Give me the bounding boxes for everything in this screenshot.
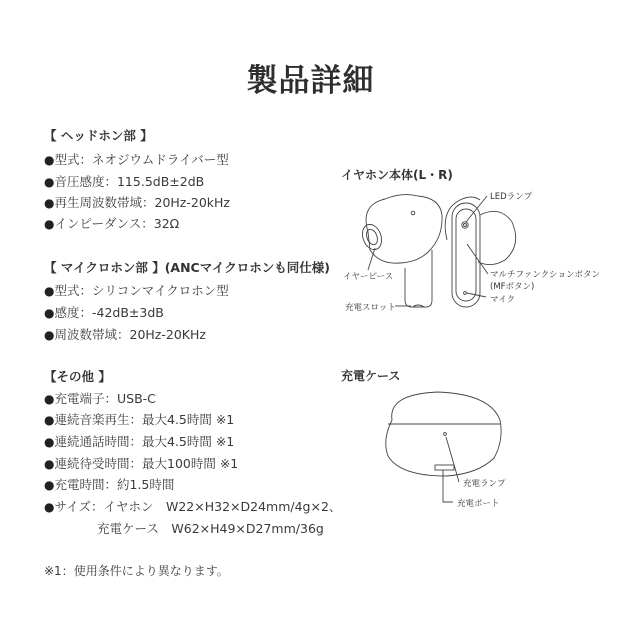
spec-item: ●充電時間：約1.5時間 [44, 477, 175, 492]
bullet-icon: ● [44, 478, 55, 492]
charging-case-icon [386, 392, 501, 476]
label-charge-lamp: 充電ランプ [463, 479, 506, 489]
other-heading: 【その他 】 [44, 369, 111, 384]
spec-item-continued: 充電ケース W62×H49×D27mm/36g [97, 521, 324, 536]
spec-item: ●周波数帯域：20Hz-20KHz [44, 327, 206, 342]
microphone-heading: 【 マイクロホン部 】(ANCマイクロホンも同仕様) [44, 260, 330, 275]
footnote: ※1：使用条件により異なります。 [44, 564, 229, 578]
headphone-heading: 【 ヘッドホン部 】 [44, 128, 153, 143]
bullet-icon: ● [44, 196, 55, 210]
spec-item: ●型式：シリコンマイクロホン型 [44, 283, 229, 298]
label-mf-button-short: (MFボタン) [490, 282, 535, 292]
bullet-icon: ● [44, 175, 55, 189]
page-title: 製品詳細 [246, 63, 375, 99]
bullet-icon: ● [44, 500, 55, 514]
spec-item: ●型式：ネオジウムドライバー型 [44, 152, 229, 167]
earbuds-diagram-heading: イヤホン本体(L・R) [341, 168, 453, 182]
spec-item: ●充電端子：USB-C [44, 391, 156, 406]
case-diagram-heading: 充電ケース [341, 369, 401, 383]
label-eartip: イヤーピース [343, 272, 394, 282]
spec-item: ●再生周波数帯域：20Hz-20kHz [44, 195, 230, 210]
bullet-icon: ● [44, 392, 55, 406]
bullet-icon: ● [44, 153, 55, 167]
left-earbud-icon [359, 195, 442, 307]
label-charge-slot: 充電スロット [345, 303, 396, 313]
label-led-lamp: LEDランプ [490, 192, 533, 202]
spec-item: ●音圧感度：115.5dB±2dB [44, 174, 205, 189]
bullet-icon: ● [44, 217, 55, 231]
label-mic: マイク [490, 295, 516, 305]
label-charge-port: 充電ポート [457, 499, 500, 509]
label-mf-button: マルチファンクションボタン [490, 270, 600, 280]
bullet-icon: ● [44, 435, 55, 449]
spec-item: ●サイズ：イヤホン W22×H32×D24mm/4g×2、 [44, 499, 342, 514]
bullet-icon: ● [44, 328, 55, 342]
bullet-icon: ● [44, 457, 55, 471]
spec-item: ●感度：-42dB±3dB [44, 305, 164, 320]
spec-item: ●連続待受時間：最大100時間 ※1 [44, 456, 239, 471]
bullet-icon: ● [44, 284, 55, 298]
bullet-icon: ● [44, 306, 55, 320]
bullet-icon: ● [44, 413, 55, 427]
spec-item: ●インピーダンス：32Ω [44, 216, 180, 231]
spec-item: ●連続通話時間：最大4.5時間 ※1 [44, 434, 235, 449]
spec-item: ●連続音楽再生：最大4.5時間 ※1 [44, 412, 235, 427]
